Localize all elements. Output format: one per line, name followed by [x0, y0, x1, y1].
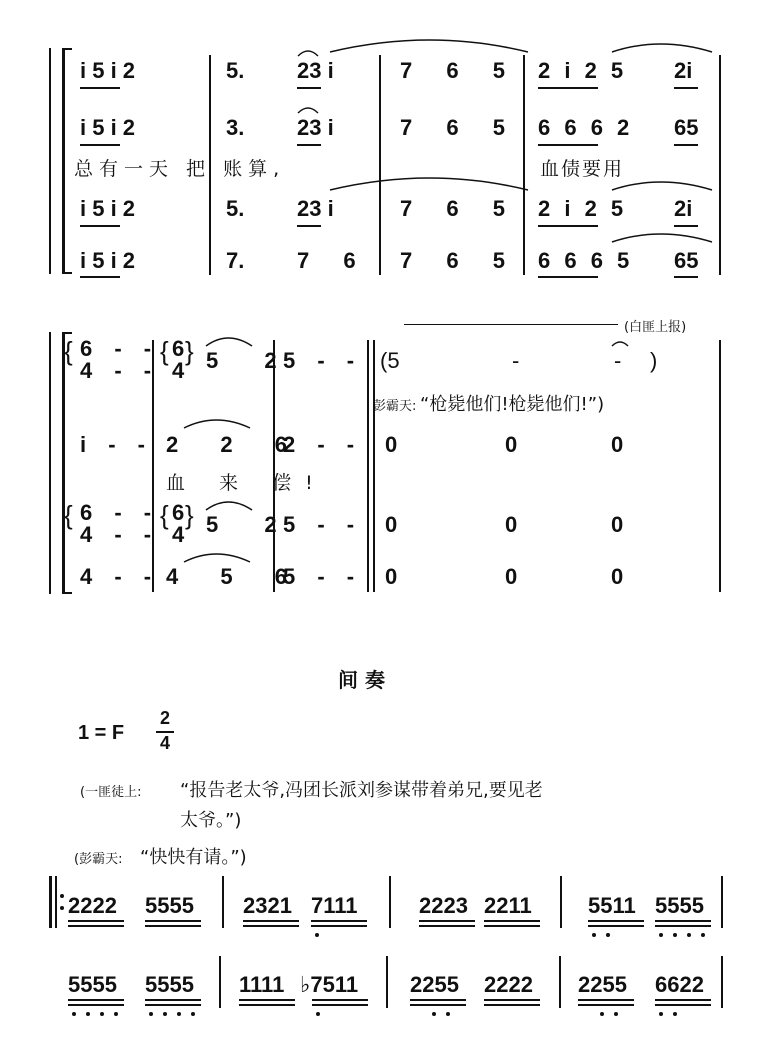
notes: i 5 i 2: [80, 58, 136, 83]
notes: 2222: [68, 893, 117, 918]
barline: [721, 876, 723, 928]
notes: 1111: [239, 972, 285, 997]
low-octave-dot: [673, 1012, 677, 1016]
brace-left: {: [160, 336, 169, 366]
spoken-line: “枪毙他们!枪毙他们!”): [420, 394, 605, 415]
notes: 5 - -: [283, 348, 363, 373]
spoken-line: “快快有请。”): [140, 847, 247, 868]
notes: 23 i: [297, 58, 334, 83]
beam: [312, 999, 368, 1001]
low-octave-dot: [191, 1012, 195, 1016]
low-octave-dot: [687, 933, 691, 937]
beam: [145, 925, 201, 927]
notes: 6: [172, 336, 185, 361]
notes: 0: [611, 564, 624, 589]
notes: 6 - -: [80, 500, 160, 525]
notes: -: [512, 348, 520, 373]
notes: 5555: [655, 893, 704, 918]
notes: 2255: [410, 972, 459, 997]
beam: [578, 1004, 634, 1006]
brace-left: {: [160, 500, 169, 530]
low-octave-dot: [659, 1012, 663, 1016]
lyric: 血债要用: [540, 158, 625, 180]
beam: [145, 1004, 201, 1006]
notes: 5.: [226, 196, 245, 221]
notes: ♭7511: [300, 972, 359, 997]
brace-right: }: [185, 500, 194, 530]
beam: [311, 925, 367, 927]
notes: 65: [674, 115, 699, 140]
notes: 2321: [243, 893, 292, 918]
beam: [655, 1004, 711, 1006]
section-title: 间 奏: [338, 668, 385, 692]
low-octave-dot: [114, 1012, 118, 1016]
beam: [243, 925, 299, 927]
notes: 0: [505, 512, 518, 537]
notes: 0: [505, 432, 518, 457]
beam: [578, 999, 634, 1001]
notes: 4 - -: [80, 522, 160, 547]
beam: [419, 920, 475, 922]
beam: [68, 999, 124, 1001]
brace-left: {: [64, 336, 73, 366]
notes: 0: [611, 432, 624, 457]
barline: [560, 876, 562, 928]
notes: i 5 i 2: [80, 196, 136, 221]
notes: 7 6 5: [400, 248, 519, 273]
notes: 7.: [226, 248, 245, 273]
notes: 7 6 5: [400, 115, 519, 140]
low-octave-dot: [149, 1012, 153, 1016]
beam: [239, 999, 295, 1001]
speaker: (一匪徒上:: [80, 785, 142, 800]
repeat-barline: [55, 876, 57, 928]
notes: 5555: [68, 972, 117, 997]
beam: [484, 999, 540, 1001]
barline: [559, 956, 561, 1008]
beam: [243, 920, 299, 922]
notes: i 5 i 2: [80, 248, 136, 273]
notes: 4: [172, 522, 185, 547]
lyric: 血 来 偿!: [166, 472, 327, 494]
notes: i - -: [80, 432, 153, 457]
notes: 4: [172, 358, 185, 383]
notes: i 5 i 2: [80, 115, 136, 140]
time-signature-top: 2: [160, 708, 171, 728]
notes: 2 i 2 5: [538, 196, 628, 221]
key-signature: 1 = F: [78, 722, 125, 744]
notes: 0: [385, 432, 398, 457]
barline: [222, 876, 224, 928]
spoken-line: 太爷。”): [180, 810, 242, 831]
notes: 2211: [484, 893, 532, 918]
notes: 65: [674, 248, 699, 273]
beam: [484, 920, 540, 922]
low-octave-dot: [315, 933, 319, 937]
notes: 0: [385, 564, 398, 589]
notes: 0: [611, 512, 624, 537]
stage-note: (白匪上报): [624, 320, 687, 335]
low-octave-dot: [600, 1012, 604, 1016]
notes: (5: [380, 348, 400, 373]
low-octave-dot: [163, 1012, 167, 1016]
notes: 5 2: [206, 512, 297, 537]
notes: 6 6 6 5: [538, 248, 634, 273]
notes: 7 6: [297, 248, 370, 273]
low-octave-dot: [432, 1012, 436, 1016]
barline: [219, 956, 221, 1008]
notes: 5 2: [206, 348, 297, 373]
low-octave-dot: [446, 1012, 450, 1016]
notes: 0: [505, 564, 518, 589]
low-octave-dot: [592, 933, 596, 937]
notes: 23 i: [297, 196, 334, 221]
beam: [312, 1004, 368, 1006]
time-signature-bottom: 4: [160, 733, 171, 753]
notes: 2255: [578, 972, 627, 997]
notes: ): [650, 348, 658, 373]
beam: [484, 925, 540, 927]
beam: [410, 999, 466, 1001]
lyric: 总有一天 把 账算,: [74, 158, 286, 180]
beam: [239, 1004, 295, 1006]
brace-right: }: [185, 336, 194, 366]
notes: 5555: [145, 972, 194, 997]
repeat-dot: [60, 906, 64, 910]
beam: [410, 1004, 466, 1006]
beam: [68, 1004, 124, 1006]
notes: 2i: [674, 58, 693, 83]
low-octave-dot: [316, 1012, 320, 1016]
notes: 5.: [226, 58, 245, 83]
low-octave-dot: [673, 933, 677, 937]
beam: [68, 925, 124, 927]
notes: 2 - -: [283, 432, 363, 457]
notes: 7111: [311, 893, 358, 918]
notes: 23 i: [297, 115, 334, 140]
notes: 4 5 6: [166, 564, 305, 589]
low-octave-dot: [606, 933, 610, 937]
notes: 2 i 2 5: [538, 58, 628, 83]
spoken-line: “报告老太爷,冯团长派刘参谋带着弟兄,要见老: [180, 780, 543, 801]
beam: [655, 920, 711, 922]
beam: [655, 999, 711, 1001]
speaker: 彭霸天:: [373, 399, 417, 414]
notes: 6: [172, 500, 185, 525]
low-octave-dot: [177, 1012, 181, 1016]
beam: [655, 925, 711, 927]
beam: [145, 999, 201, 1001]
barline: [721, 956, 723, 1008]
notes: 4 - -: [80, 564, 160, 589]
notes: 5 - -: [283, 512, 363, 537]
beam: [68, 920, 124, 922]
repeat-dot: [60, 894, 64, 898]
notes: 6622: [655, 972, 704, 997]
notes: 2222: [484, 972, 533, 997]
beam: [145, 920, 201, 922]
notes: 4 - -: [80, 358, 160, 383]
low-octave-dot: [659, 933, 663, 937]
notes: 2223: [419, 893, 468, 918]
barline: [389, 876, 391, 928]
notes: 0: [385, 512, 398, 537]
notes: 5511: [588, 893, 636, 918]
notes: 7 6 5: [400, 58, 519, 83]
notes: 6 6 6 2: [538, 115, 634, 140]
beam: [311, 920, 367, 922]
low-octave-dot: [72, 1012, 76, 1016]
beam: [588, 920, 644, 922]
low-octave-dot: [86, 1012, 90, 1016]
low-octave-dot: [614, 1012, 618, 1016]
low-octave-dot: [100, 1012, 104, 1016]
beam: [484, 1004, 540, 1006]
low-octave-dot: [701, 933, 705, 937]
barline: [386, 956, 388, 1008]
speaker: (彭霸天:: [74, 852, 123, 867]
notes: 7 6 5: [400, 196, 519, 221]
notes: 2i: [674, 196, 693, 221]
notes: -: [614, 348, 622, 373]
beam: [419, 925, 475, 927]
notes: 5 - -: [283, 564, 363, 589]
brace-left: {: [64, 500, 73, 530]
repeat-barline: [49, 876, 52, 928]
notes: 2 2 6: [166, 432, 305, 457]
notes: 3.: [226, 115, 245, 140]
beam: [588, 925, 644, 927]
notes: 5555: [145, 893, 194, 918]
notes: 6 - -: [80, 336, 160, 361]
